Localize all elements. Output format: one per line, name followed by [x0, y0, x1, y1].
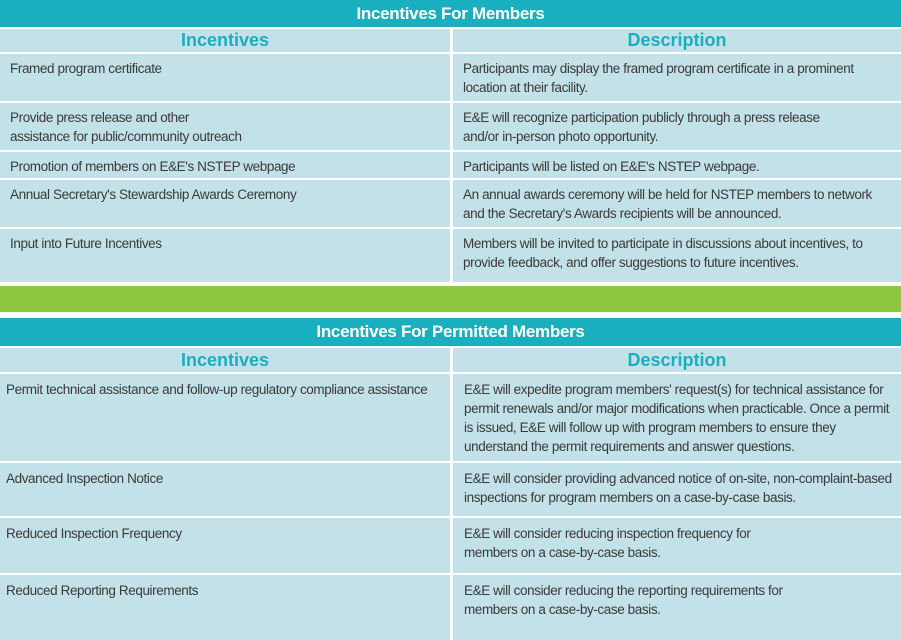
permitted-header-row — [0, 346, 901, 372]
table-row — [0, 52, 901, 101]
members-col-description: Description — [453, 29, 901, 52]
permitted-col-incentives: Incentives — [0, 348, 453, 372]
table-row — [0, 227, 901, 282]
incentive-cell: Advanced Inspection Notice — [6, 471, 163, 486]
members-col-incentives: Incentives — [0, 29, 453, 52]
description-cell: E&E will consider reducing inspection frequency for members on a case-by-case basis. — [464, 526, 751, 560]
permitted-table-title: Incentives For Permitted Members — [0, 318, 901, 346]
description-cell: Participants will be listed on E&E's NSTEP webpage. — [463, 159, 760, 174]
description-cell: An annual awards ceremony will be held for NSTEP members to network and the Secretary's Awards recipients will be announced. — [463, 187, 872, 221]
incentive-cell: Annual Secretary's Stewardship Awards Ceremony — [10, 187, 297, 202]
members-header-row — [0, 27, 901, 52]
incentive-cell: Reduced Reporting Requirements — [6, 583, 199, 598]
members-table-title: Incentives For Members — [0, 0, 901, 27]
description-cell: E&E will consider providing advanced notice of on-site, non-complaint-based inspections for program members on a case-by-case basis. — [464, 471, 892, 505]
table-row — [0, 516, 901, 573]
permitted-members-table — [0, 318, 901, 640]
members-table — [0, 0, 901, 282]
description-cell: E&E will expedite program members' request(s) for technical assistance for permit renewals and/or major modifications when practicable. Once a permit is issued, E&E will follow up with program members to ensure they understand the permit requirements and answer questions. — [464, 382, 890, 454]
table-row — [0, 150, 901, 178]
table-row — [0, 101, 901, 150]
incentive-cell: Promotion of members on E&E's NSTEP webpage — [10, 159, 296, 174]
incentive-cell: Framed program certificate — [10, 61, 162, 76]
table-row — [0, 372, 901, 461]
description-cell: Members will be invited to participate in discussions about incentives, to provide feedback, and offer suggestions to future incentives. — [463, 236, 863, 270]
incentive-cell: Provide press release and other assistance for public/community outreach — [10, 110, 242, 144]
incentive-cell: Input into Future Incentives — [10, 236, 162, 251]
description-cell: Participants may display the framed program certificate in a prominent location at their facility. — [463, 61, 854, 95]
table-row — [0, 461, 901, 516]
description-cell: E&E will recognize participation publicly through a press release and/or in-person photo opportunity. — [463, 110, 820, 144]
table-row — [0, 178, 901, 227]
permitted-col-description: Description — [453, 348, 901, 372]
green-divider-band — [0, 286, 901, 312]
description-cell: E&E will consider reducing the reporting requirements for members on a case-by-case basis. — [464, 583, 783, 617]
incentive-cell: Permit technical assistance and follow-up regulatory compliance assistance — [6, 382, 428, 397]
table-row — [0, 573, 901, 640]
incentive-cell: Reduced Inspection Frequency — [6, 526, 182, 541]
